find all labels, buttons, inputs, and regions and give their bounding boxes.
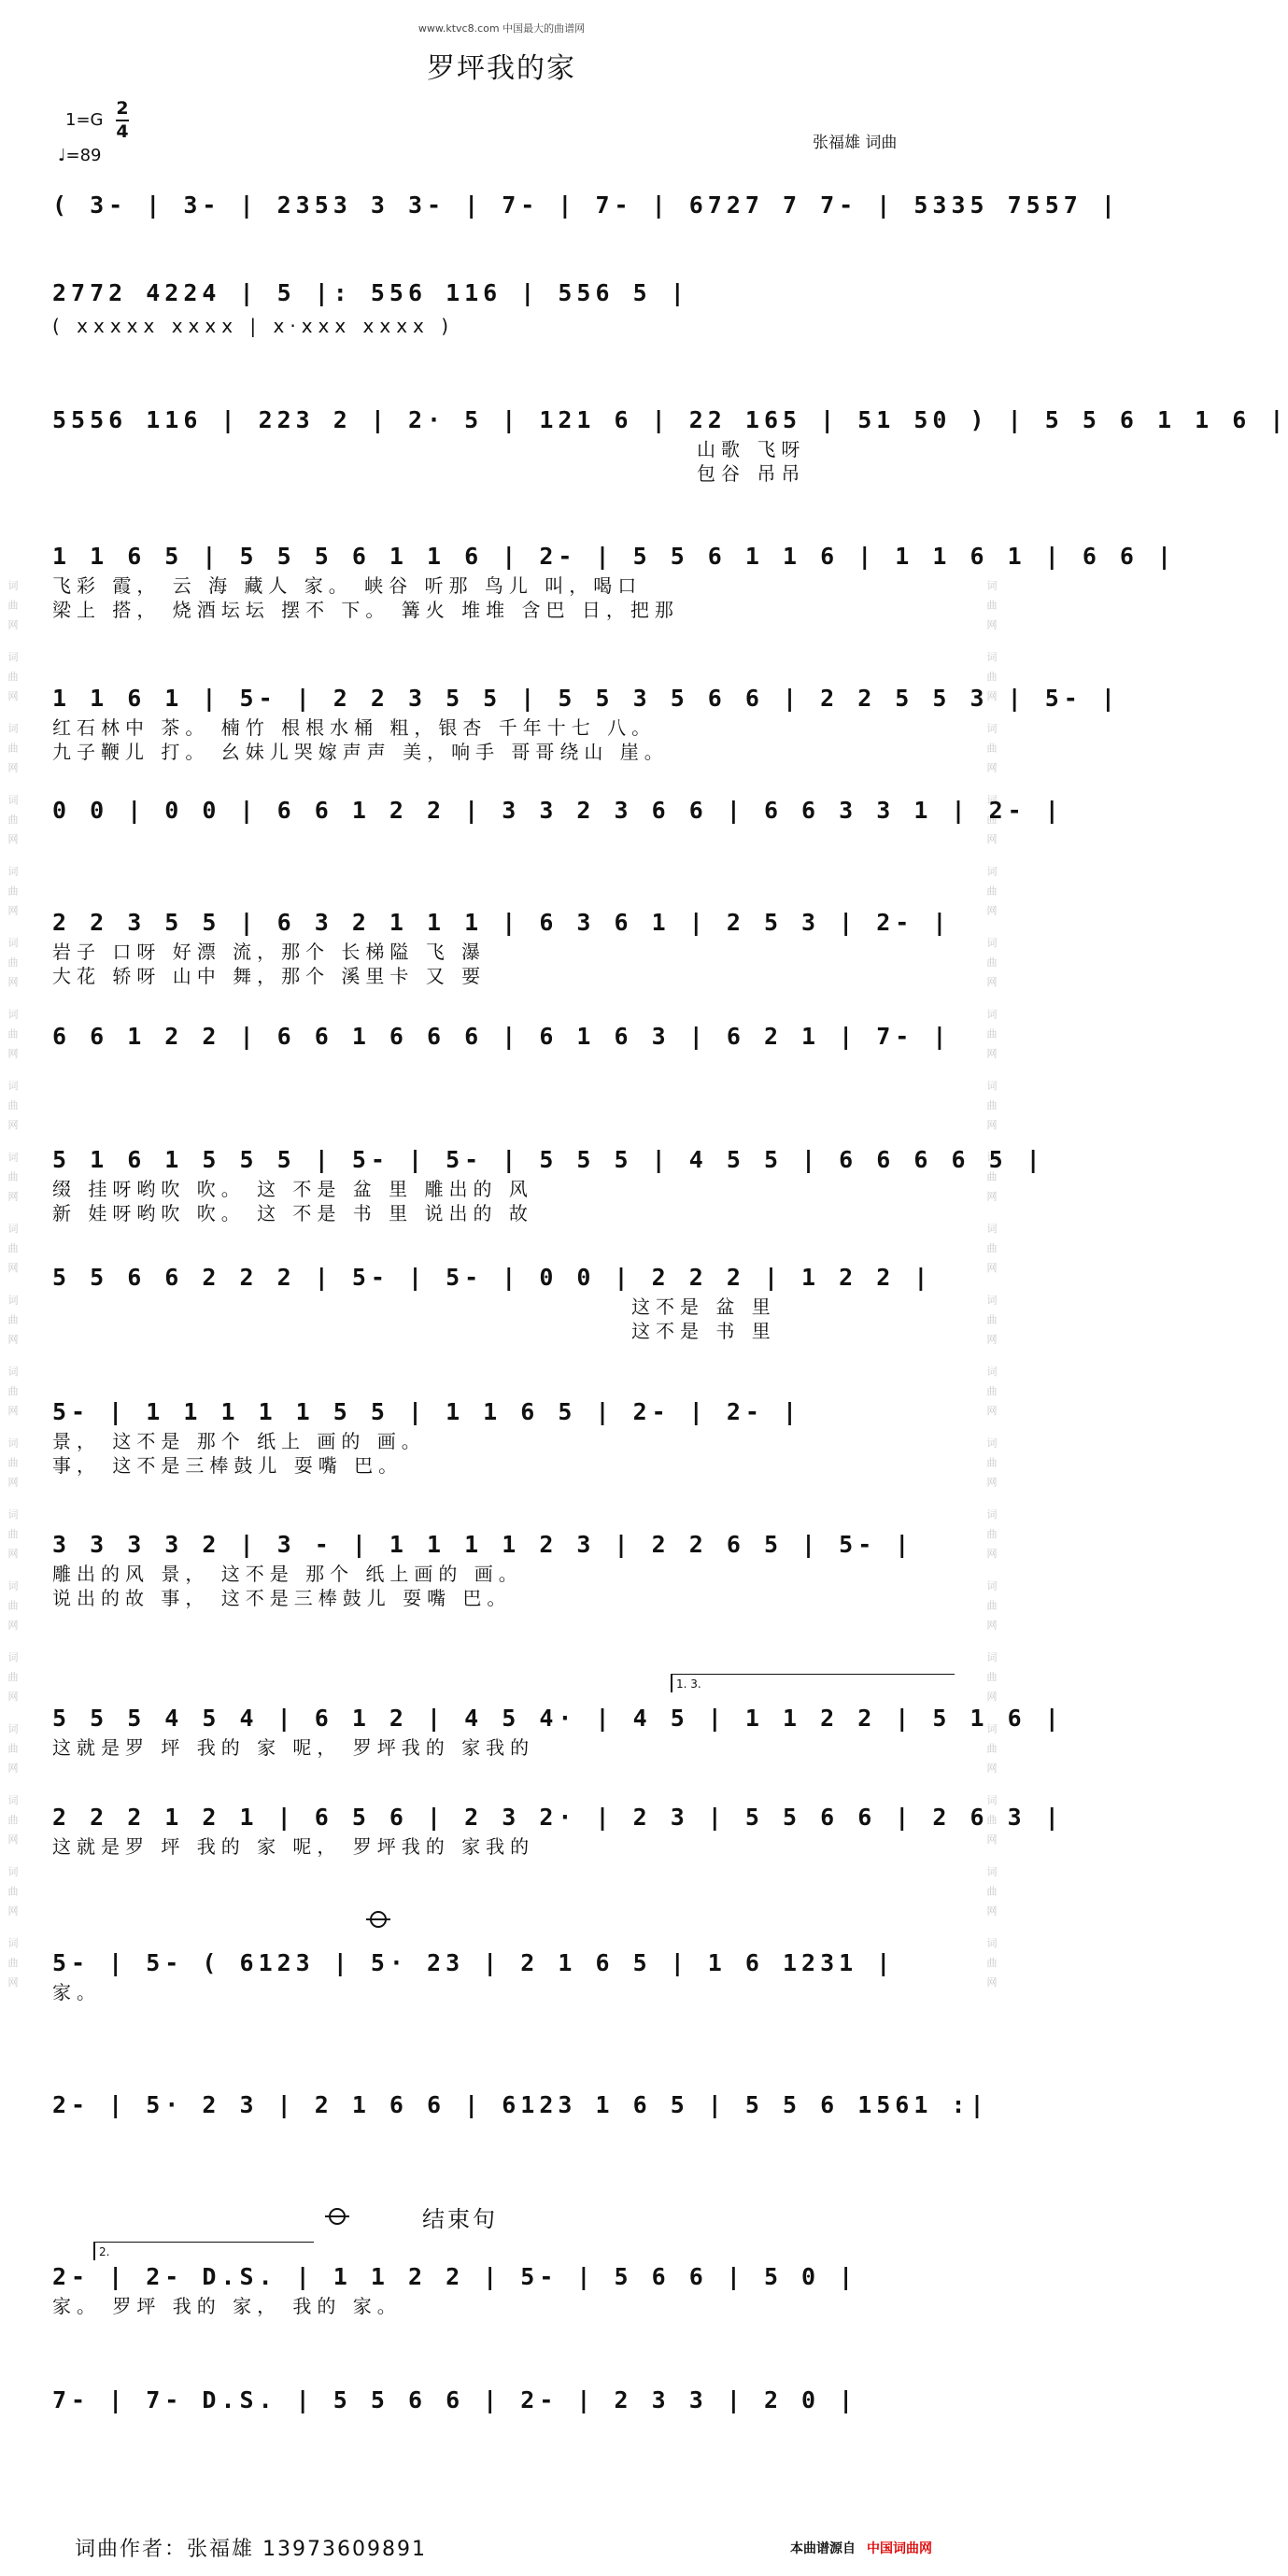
footer-credit: 词曲作者：张福雄 13973609891 — [75, 2538, 427, 2561]
volta-bracket — [671, 1674, 955, 1675]
score-line — [52, 1801, 1064, 1859]
volta-bracket-left — [671, 1674, 672, 1692]
score-line — [52, 276, 955, 338]
lyric: 家。 罗坪 我的 家， 我的 家。 — [52, 2295, 402, 2317]
volta-bracket — [93, 2242, 314, 2243]
notation: 3 3 3 3 2 | 3 - | 1 1 1 1 2 3 | 2 2 6 5 | 5- | — [52, 1531, 914, 1558]
score-line — [52, 1702, 1064, 1760]
score-line — [52, 1261, 955, 1343]
coda-icon — [370, 1911, 387, 1928]
lyric: 这不是 盆 里 — [631, 1295, 776, 1318]
lyric: 包谷 吊吊 — [697, 462, 806, 485]
source-note — [790, 2539, 932, 2557]
score-line — [52, 1143, 1045, 1225]
notation: 1 1 6 5 | 5 5 5 6 1 1 6 | 2- | 5 5 6 1 1 6 | 1 1 6 1 | 6 6 | — [52, 543, 1177, 570]
side-watermark-left: 词曲网 词曲网 词曲网 词曲网 词曲网 词曲网 词曲网 词曲网 词曲网 词曲网 词曲网 词曲网 词曲网 词曲网 词曲网 词曲网 词曲网 词曲网 词曲网 词曲网 — [7, 579, 19, 1997]
lyric: 大花 轿呀 山中 舞，那个 溪里卡 又 要 — [52, 965, 487, 987]
score-line — [52, 794, 1064, 828]
notation: 5 5 6 6 2 2 2 | 5- | 5- | 0 0 | 2 2 2 | 1 2 2 | — [52, 1264, 933, 1291]
site-url: www.ktvc8.com 中国最大的曲谱网 — [418, 22, 586, 35]
score-line — [52, 1395, 955, 1478]
meter-bottom: 4 — [116, 121, 129, 142]
lyric: 缀 挂呀哟吹 吹。 这 不是 盆 里 雕出的 风 — [52, 1178, 533, 1200]
notation: 2 2 2 1 2 1 | 6 5 6 | 2 3 2· | 2 3 | 5 5 6 6 | 2 6 3 | — [52, 1804, 1064, 1831]
notation: 5 1 6 1 5 5 5 | 5- | 5- | 5 5 5 | 4 5 5 | 6 6 6 6 5 | — [52, 1146, 1045, 1173]
source-site: 中国词曲网 — [867, 2541, 932, 2556]
lyric: 这就是罗 坪 我的 家 呢， 罗坪我的 家我的 — [52, 1835, 535, 1858]
score-line — [52, 1020, 955, 1054]
notation: ( 3- | 3- | 2353 3 3- | 7- | 7- | 6727 7 7- | 5335 7557 | — [52, 191, 1120, 219]
score-line — [52, 540, 1177, 622]
composer-credit: 张福雄 词曲 — [813, 134, 898, 152]
lyric: 山歌 飞呀 — [697, 438, 806, 460]
lyric: 这就是罗 坪 我的 家 呢， 罗坪我的 家我的 — [52, 1736, 535, 1759]
score-line — [52, 2384, 955, 2417]
volta-label: 2. — [99, 2245, 110, 2258]
notation: 2772 4224 | 5 |: 556 116 | 556 5 | — [52, 279, 689, 306]
notation: 5556 116 | 223 2 | 2· 5 | 121 6 | 22 165 | 51 50 ) | 5 5 6 1 1 6 | — [52, 406, 1288, 433]
lyric: 家。 — [52, 1981, 101, 2003]
source-label: 本曲谱源自 — [790, 2541, 856, 2556]
lyric: 飞彩 霞， 云 海 藏人 家。 峡谷 听那 鸟儿 叫，喝口 — [52, 574, 643, 597]
lyric: 梁上 搭， 烧酒坛坛 摆不 下。 篝火 堆堆 含巴 日，把那 — [52, 599, 679, 621]
lyric: 景， 这不是 那个 纸上 画的 画。 — [52, 1430, 426, 1452]
lyric: 事， 这不是三棒鼓儿 耍嘴 巴。 — [52, 1454, 403, 1477]
notation: 6 6 1 2 2 | 6 6 1 6 6 6 | 6 1 6 3 | 6 2 1 | 7- | — [52, 1023, 952, 1050]
score-line — [52, 906, 955, 988]
meter-top: 2 — [116, 98, 129, 119]
lyric: 这不是 书 里 — [631, 1320, 776, 1342]
notation: 2- | 5· 2 3 | 2 1 6 6 | 6123 1 6 5 | 5 5 6 1561 :| — [52, 2091, 989, 2118]
score-line — [52, 2260, 955, 2318]
lyric: 九子鞭儿 打。 幺妹儿哭嫁声声 美，响手 哥哥绕山 崖。 — [52, 741, 669, 763]
lyric: ( xxxxx xxxx | x·xxx xxxx ) — [52, 315, 455, 337]
notation: 5 5 5 4 5 4 | 6 1 2 | 4 5 4· | 4 5 | 1 1 2 2 | 5 1 6 | — [52, 1705, 1064, 1732]
score-line — [52, 1528, 955, 1610]
notation: 5- | 1 1 1 1 1 5 5 | 1 1 6 5 | 2- | 2- | — [52, 1398, 802, 1425]
lyric: 雕出的风 景， 这不是 那个 纸上画的 画。 — [52, 1563, 523, 1585]
notation: 7- | 7- D.S. | 5 5 6 6 | 2- | 2 3 3 | 2 0 | — [52, 2386, 858, 2413]
lyric: 新 娃呀哟吹 吹。 这 不是 书 里 说出的 故 — [52, 1202, 533, 1224]
score-line — [52, 189, 1120, 222]
score-line — [52, 2088, 989, 2122]
lyric: 说出的故 事， 这不是三棒鼓儿 耍嘴 巴。 — [52, 1587, 512, 1609]
notation: 2 2 3 5 5 | 6 3 2 1 1 1 | 6 3 6 1 | 2 5 3 | 2- | — [52, 909, 952, 936]
score-line — [52, 403, 1288, 486]
side-watermark-right: 词曲网 词曲网 词曲网 词曲网 词曲网 词曲网 词曲网 词曲网 词曲网 词曲网 词曲网 词曲网 词曲网 词曲网 词曲网 词曲网 词曲网 词曲网 词曲网 词曲网 — [985, 579, 998, 1997]
key-signature: 1=G — [65, 110, 104, 130]
lyric: 红石林中 茶。 楠竹 根根水桶 粗，银杏 千年十七 八。 — [52, 716, 657, 739]
notation: 2- | 2- D.S. | 1 1 2 2 | 5- | 5 6 6 | 5 0 | — [52, 2263, 858, 2290]
ending-label: 结束句 — [422, 2206, 498, 2232]
coda-icon — [329, 2208, 346, 2225]
tempo-mark: ♩=89 — [58, 146, 102, 165]
score-line — [52, 682, 1120, 764]
notation: 0 0 | 0 0 | 6 6 1 2 2 | 3 3 2 3 6 6 | 6 6 3 3 1 | 2- | — [52, 797, 1064, 824]
score-line — [52, 1946, 955, 2004]
volta-label: 1. 3. — [676, 1677, 701, 1691]
song-title: 罗坪我的家 — [427, 52, 576, 85]
volta-bracket-left — [93, 2242, 95, 2260]
lyric: 岩子 口呀 好漂 流，那个 长梯隘 飞 瀑 — [52, 941, 487, 963]
notation: 1 1 6 1 | 5- | 2 2 3 5 5 | 5 5 3 5 6 6 | 2 2 5 5 3 | 5- | — [52, 685, 1120, 712]
time-signature — [116, 99, 129, 142]
notation: 5- | 5- ( 6123 | 5· 23 | 2 1 6 5 | 1 6 1231 | — [52, 1949, 896, 1976]
